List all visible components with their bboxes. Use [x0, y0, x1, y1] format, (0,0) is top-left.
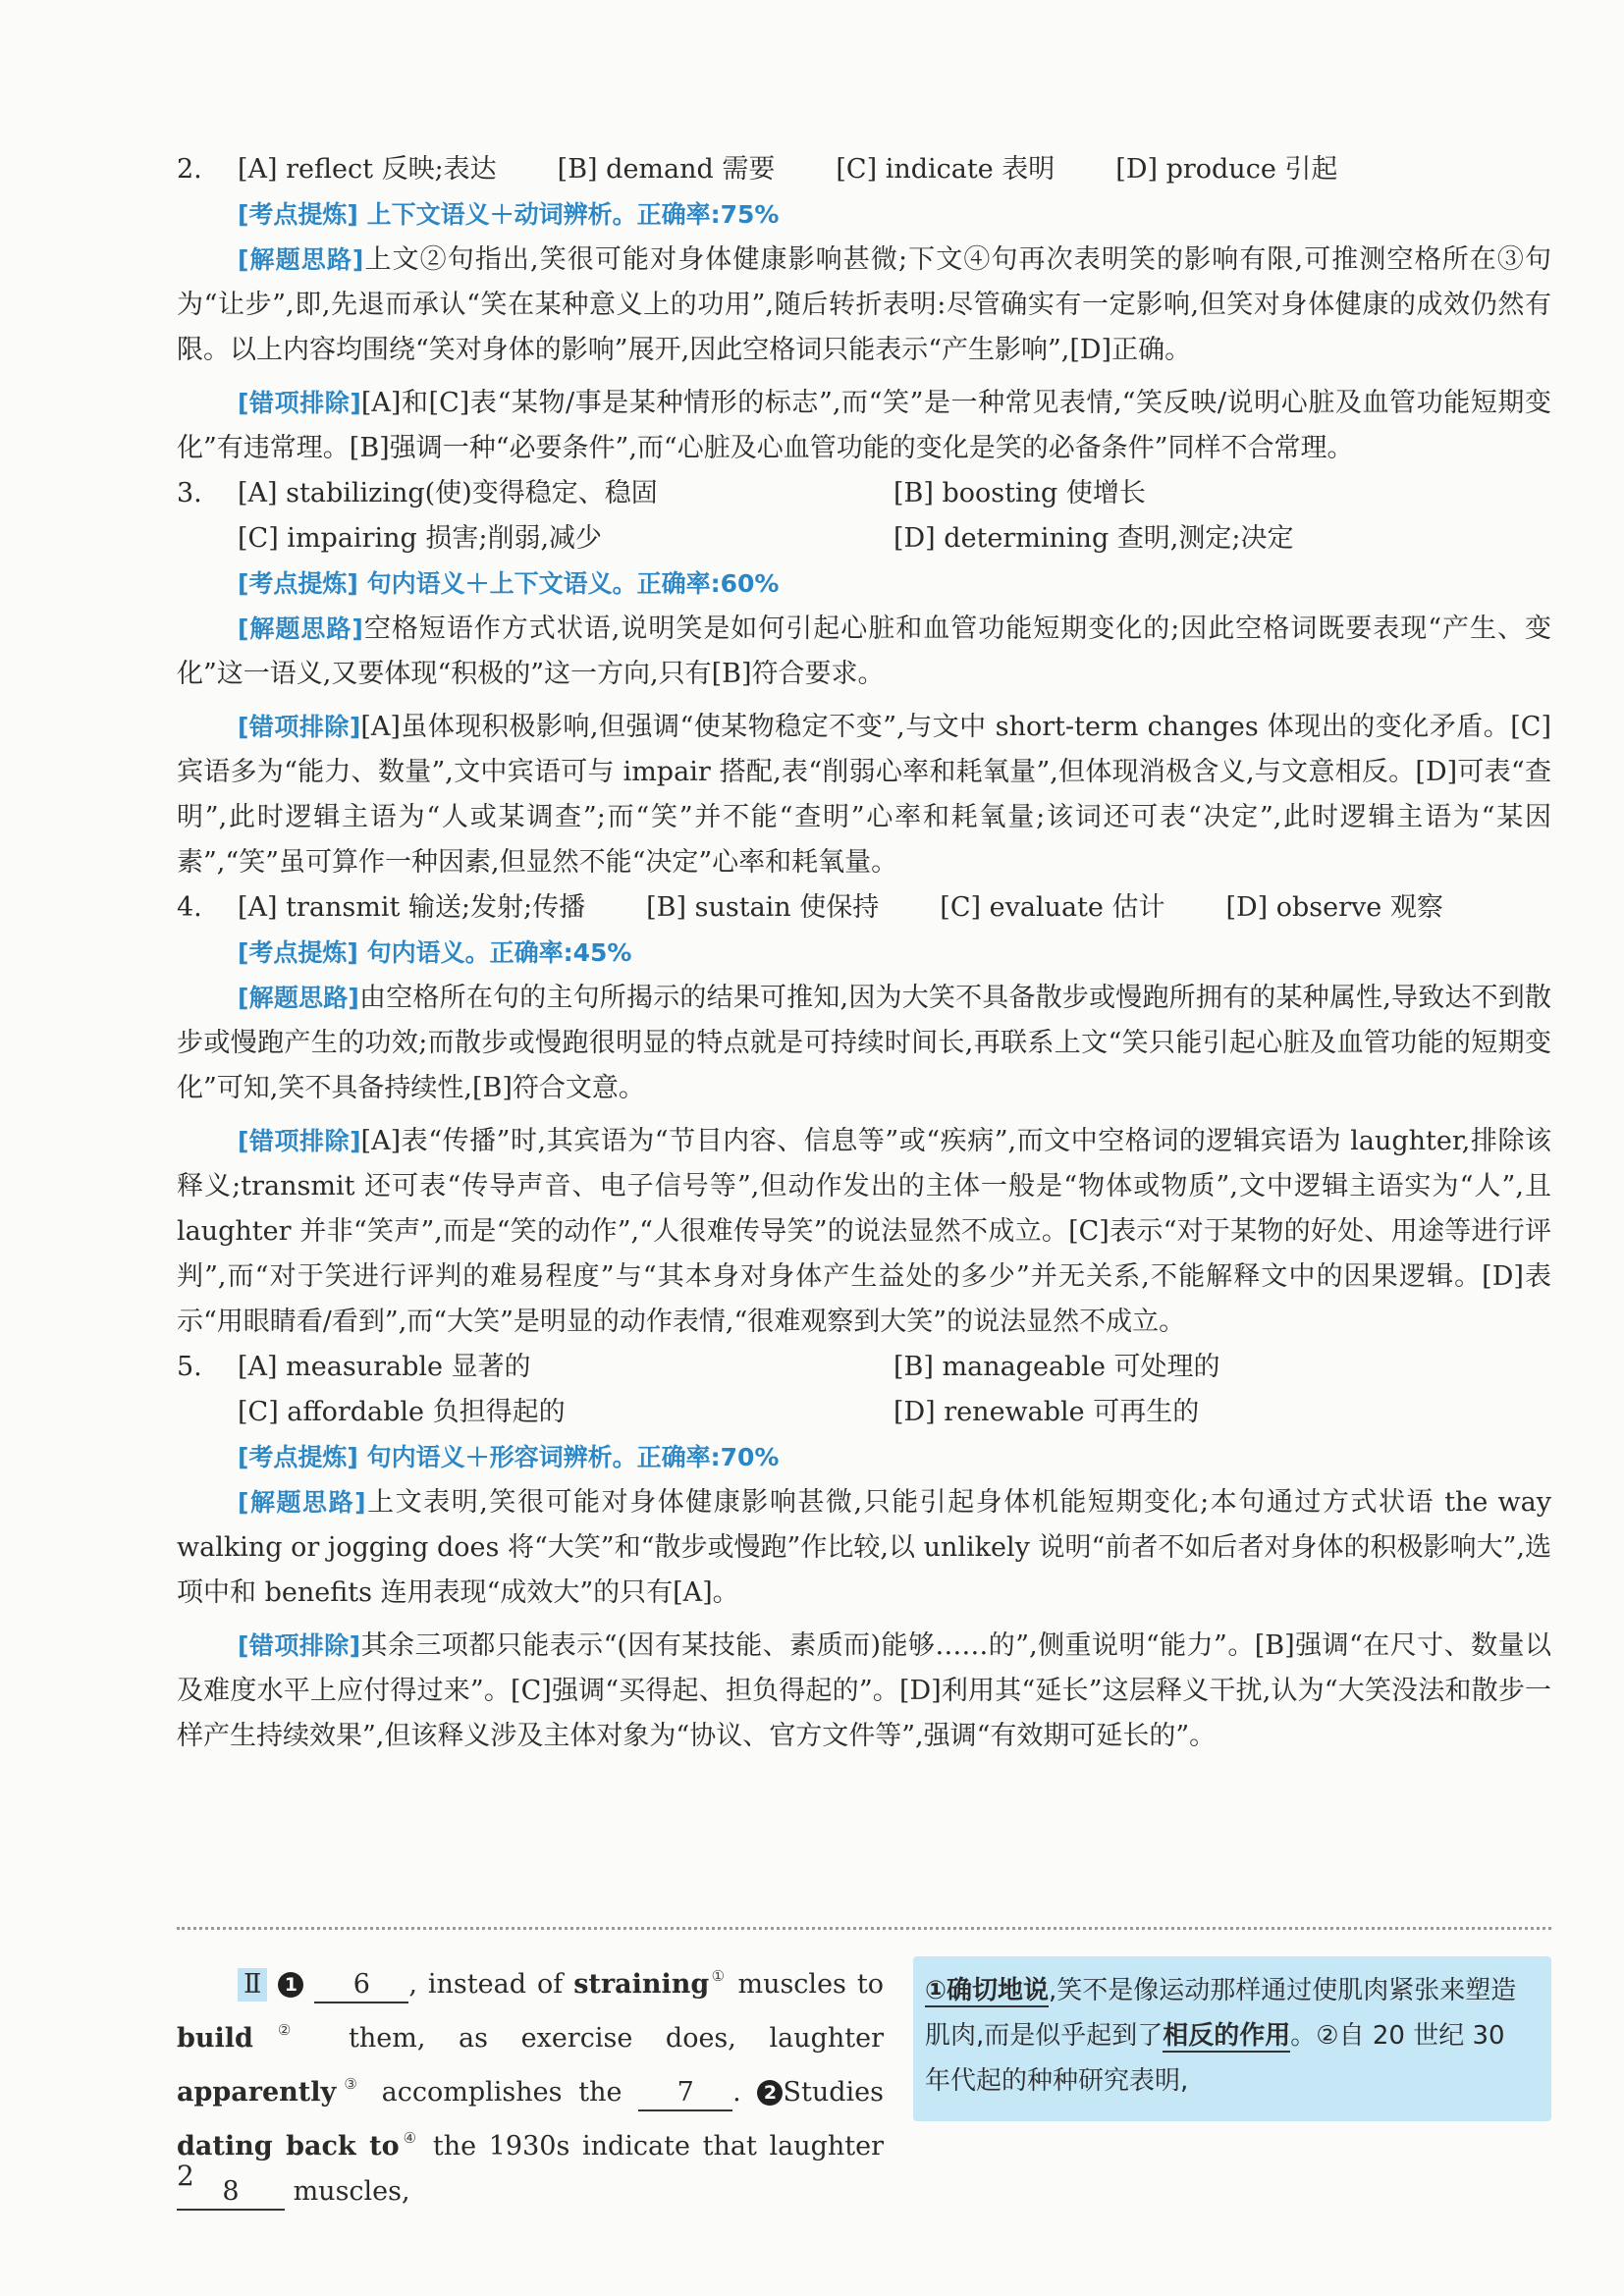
option-b: [B] manageable 可处理的	[893, 1352, 1220, 1382]
sentence-marker: 2	[757, 2080, 783, 2106]
kaodian-text: 句内语义。正确率:45%	[366, 938, 632, 967]
jieti-tag: [解题思路]	[238, 614, 363, 643]
cuoxiang-paragraph	[177, 1624, 1551, 1759]
option-c: [C] impairing 损害;削弱,减少	[238, 523, 603, 554]
passage-text: them, as exercise does, laughter	[315, 2023, 885, 2054]
option-a: [A] stabilizing(使)变得稳定、稳固	[238, 478, 658, 508]
sentence-marker: 1	[278, 1972, 303, 1998]
option-c: [C] affordable 负担得起的	[238, 1397, 566, 1427]
jieti-text: 由空格所在句的主句所揭示的结果可推知,因为大笑不具备散步或慢跑所拥有的某种属性,导致达不到散步或慢跑产生的功效;而散步或慢跑很明显的特点就是可持续时间长,再联系上文“笑只能引起心脏及血管功能的短期变化”可知,笑不具备持续性,[B]符合文意。	[177, 983, 1551, 1103]
cuoxiang-paragraph	[177, 381, 1551, 471]
question-5-options	[177, 1345, 1551, 1435]
option-c: [C] indicate 表明	[836, 154, 1056, 185]
cuoxiang-paragraph	[177, 1119, 1551, 1345]
footnote-ref: ④	[399, 2129, 421, 2147]
passage-text: .	[732, 2077, 758, 2108]
option-a: [A] transmit 输送;发射;传播	[238, 892, 586, 923]
kaodian-tag: [考点提炼]	[238, 938, 358, 967]
jieti-text: 上文②句指出,笑很可能对身体健康影响甚微;下文④句再次表明笑的影响有限,可推测空格所在③句为“让步”,即,先退而承认“笑在某种意义上的功用”,随后转折表明:尽管确实有一定影响,但笑对身体健康的成效仍然有限。以上内容均围绕“笑对身体的影响”展开,因此空格词只能表示“产生影响”,[D]正确。	[177, 244, 1551, 365]
question-5	[177, 1345, 1551, 1759]
answer-explanations	[177, 147, 1551, 1759]
option-d: [D] produce 引起	[1115, 154, 1338, 185]
kaodian-line	[177, 1435, 1551, 1480]
translation-note	[913, 1956, 1551, 2121]
section-marker: Ⅱ	[238, 1968, 267, 2002]
option-b: [B] boosting 使增长	[893, 478, 1146, 508]
question-2	[177, 147, 1551, 471]
note-highlight: 相反的作用	[1163, 2021, 1291, 2051]
question-number: 5.	[177, 1352, 202, 1382]
blank-7: 7	[638, 2076, 732, 2111]
cloze-passage	[177, 1953, 884, 2215]
option-b: [B] demand 需要	[557, 154, 776, 185]
footnote-ref: ①	[709, 1967, 728, 1985]
question-3	[177, 471, 1551, 885]
question-number: 3.	[177, 478, 202, 508]
option-a: [A] reflect 反映;表达	[238, 154, 497, 185]
jieti-text: 空格短语作方式状语,说明笑是如何引起心脏和血管功能短期变化的;因此空格词既要表现“产生、变化”这一语义,又要体现“积极的”这一方向,只有[B]符合要求。	[177, 614, 1551, 689]
passage-text: , instead of	[408, 1969, 574, 2000]
jieti-tag: [解题思路]	[238, 245, 364, 274]
jieti-text: 上文表明,笑很可能对身体健康影响甚微,只能引起身体机能短期变化;本句通过方式状语 the way walking or jogging does 将“大笑”和“散步或慢跑”作比较,以 unlikely 说明“前者不如后者对身体的积极影响大”,选项中和 benefits 连用表现“成效大”的只有[A]。	[177, 1487, 1552, 1608]
kaodian-line	[177, 561, 1551, 607]
note-text: 。②自 20 世纪 30 年代起的种种研究表明,	[925, 2021, 1505, 2096]
keyword-build: build	[177, 2023, 253, 2054]
passage-text: accomplishes the	[364, 2077, 639, 2108]
option-c: [C] evaluate 估计	[940, 892, 1165, 923]
cuoxiang-text: [A]虽体现积极影响,但强调“使某物稳定不变”,与文中 short-term changes 体现出的变化矛盾。[C]宾语多为“能力、数量”,文中宾语可与 impair 搭配,表“削弱心率和耗氧量”,但体现消极含义,与文意相反。[D]可表“查明”,此时逻辑主语为“人或某调查”;而“笑”并不能“查明”心率和耗氧量;该词还可表“决定”,此时逻辑主语为“某因素”,“笑”虽可算作一种因素,但显然不能“决定”心率和耗氧量。	[177, 712, 1551, 878]
kaodian-text: 句内语义＋上下文语义。正确率:60%	[366, 569, 780, 598]
jieti-paragraph	[177, 607, 1551, 697]
section-divider	[177, 1927, 1551, 1930]
cuoxiang-text: 其余三项都只能表示“(因有某技能、素质而)能够……的”,侧重说明“能力”。[B]强调“在尺寸、数量以及难度水平上应付得过来”。[C]强调“买得起、担负得起的”。[D]利用其“延长”这层释义干扰,认为“大笑没法和散步一样产生持续效果”,但该释义涉及主体对象为“协议、官方文件等”,强调“有效期可延长的”。	[177, 1630, 1551, 1751]
page-number: 2	[177, 2160, 194, 2192]
jieti-tag: [解题思路]	[238, 1488, 366, 1517]
kaodian-text: 句内语义＋形容词辨析。正确率:70%	[366, 1443, 780, 1471]
option-d: [D] determining 查明,测定;决定	[893, 523, 1294, 554]
jieti-paragraph	[177, 976, 1551, 1111]
option-d: [D] observe 观察	[1225, 892, 1443, 923]
question-2-options	[177, 147, 1551, 192]
note-text: ,笑不是像运动那样通过使肌肉紧张来塑造肌肉,而是似乎起到了	[925, 1976, 1517, 2051]
kaodian-tag: [考点提炼]	[238, 200, 358, 229]
kaodian-line	[177, 192, 1551, 238]
cuoxiang-tag: [错项排除]	[238, 1631, 361, 1660]
passage-text: the 1930s indicate that laughter	[420, 2131, 884, 2162]
question-4	[177, 885, 1551, 1345]
question-3-options	[177, 471, 1551, 561]
footnote-ref: ③	[336, 2075, 365, 2093]
question-number: 2.	[177, 154, 202, 185]
passage-text: Studies	[783, 2077, 884, 2108]
cuoxiang-tag: [错项排除]	[238, 1127, 361, 1155]
cuoxiang-tag: [错项排除]	[238, 713, 361, 741]
question-number: 4.	[177, 892, 202, 923]
jieti-paragraph	[177, 238, 1551, 373]
passage-text: muscles,	[285, 2176, 410, 2207]
footnote-ref: ②	[252, 2021, 316, 2039]
keyword-straining: straining	[573, 1969, 710, 2000]
cuoxiang-tag: [错项排除]	[238, 389, 361, 417]
keyword-apparently: apparently	[177, 2077, 337, 2108]
cuoxiang-text: [A]表“传播”时,其宾语为“节目内容、信息等”或“疾病”,而文中空格词的逻辑宾语为 laughter,排除该释义;transmit 还可表“传导声音、电子信号等”,但动作发出的主体一般是“物体或物质”,文中逻辑主语实为“人”,且 laughter 并非“笑声”,而是“笑的动作”,“人很难传导笑”的说法显然不成立。[C]表示“对于某物的好处、用途等进行评判”,而“对于笑进行评判的难易程度”与“其本身对身体产生益处的多少”并无关系,不能解释文中的因果逻辑。[D]表示“用眼睛看/看到”,而“大笑”是明显的动作表情,“很难观察到大笑”的说法显然不成立。	[177, 1126, 1551, 1337]
kaodian-text: 上下文语义＋动词辨析。正确率:75%	[366, 200, 780, 229]
translation-text	[925, 1968, 1532, 2104]
cuoxiang-paragraph	[177, 705, 1551, 885]
keyword-dating-back-to: dating back to	[177, 2131, 400, 2162]
blank-6: 6	[314, 1968, 408, 2003]
option-a: [A] measurable 显著的	[238, 1352, 531, 1382]
kaodian-line	[177, 931, 1551, 976]
jieti-tag: [解题思路]	[238, 984, 359, 1012]
option-d: [D] renewable 可再生的	[893, 1397, 1200, 1427]
kaodian-tag: [考点提炼]	[238, 1443, 358, 1471]
passage-text: muscles to	[727, 1969, 884, 2000]
cuoxiang-text: [A]和[C]表“某物/事是某种情形的标志”,而“笑”是一种常见表情,“笑反映/说明心脏及血管功能短期变化”有违常理。[B]强调一种“必要条件”,而“心脏及心血管功能的变化是笑的必备条件”同样不合常理。	[177, 388, 1551, 463]
kaodian-tag: [考点提炼]	[238, 569, 358, 598]
note-highlight: ①确切地说	[925, 1976, 1050, 2005]
option-b: [B] sustain 使保持	[646, 892, 880, 923]
jieti-paragraph	[177, 1480, 1551, 1616]
blank-8: 8	[177, 2175, 285, 2211]
question-4-options	[177, 885, 1551, 931]
